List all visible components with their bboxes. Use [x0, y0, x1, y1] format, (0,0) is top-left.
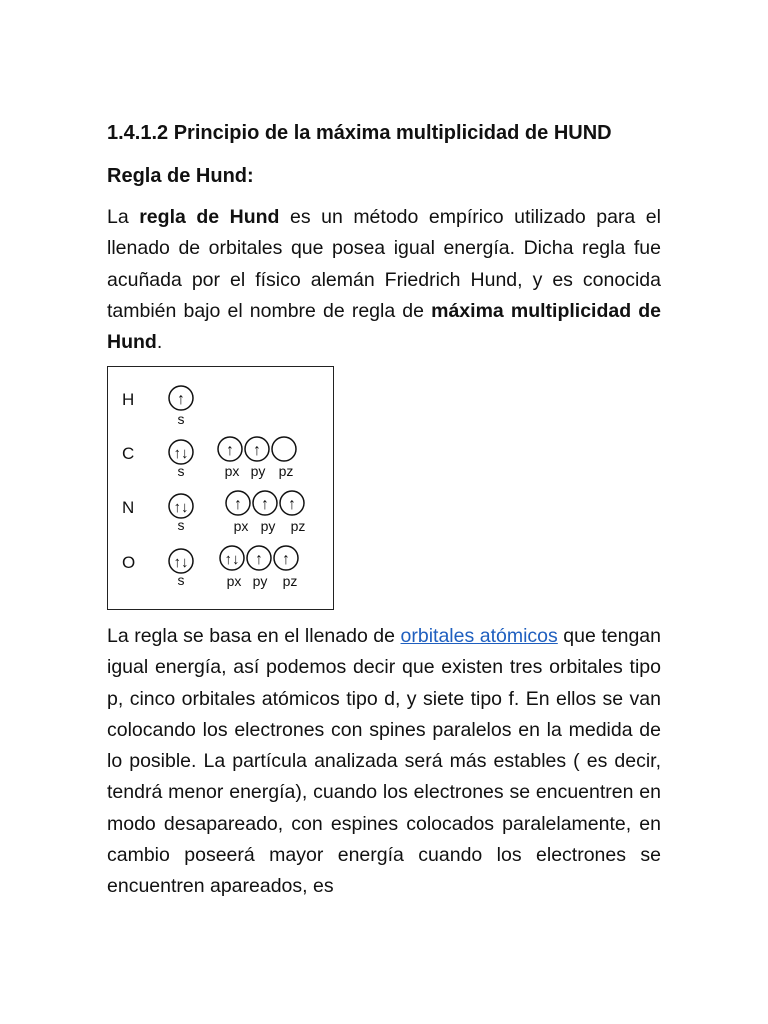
- paragraph-explanation: La regla se basa en el llenado de orbitales atómicos que tengan igual energía, así podemos decir que existen tres orbitales tipo p, cinco orbitales atómicos tipo d, y siete tipo f. En ellos se van colocando los electrones con spines paralelos en la medida de lo posible. La partícula analizada será más estables ( es decir, tendrá menor energía), cuando los electrones se encuentren en modo desapareado, con espines colocados paralelamente, en cambio poseerá mayor energía cuando los electrones se encuentren apareados, es: [107, 625, 661, 898]
- spin-py-o: ↑: [255, 551, 263, 568]
- label-py-c: py: [250, 463, 266, 479]
- bold-term-regla-de-hund: regla de Hund: [139, 206, 280, 228]
- subheading: Regla de Hund:: [107, 165, 254, 187]
- spin-s-n: ↑↓: [173, 499, 189, 516]
- label-pz-n: pz: [290, 518, 306, 534]
- element-label-h: H: [122, 390, 135, 409]
- section-heading: 1.4.1.2 Principio de la máxima multiplicidad de HUND: [107, 122, 612, 144]
- label-pz-c: pz: [278, 463, 294, 479]
- spin-s-c: ↑↓: [173, 445, 189, 462]
- spin-px-o: ↑↓: [224, 551, 240, 568]
- label-py-n: py: [260, 518, 276, 534]
- orbital-label-s-c: s: [177, 463, 185, 479]
- spin-pz-o: ↑: [282, 551, 290, 568]
- element-label-n: N: [122, 498, 135, 517]
- spin-s-o: ↑↓: [173, 554, 189, 571]
- spin-py-n: ↑: [261, 496, 269, 513]
- orbital-label-s-h: s: [177, 411, 185, 427]
- spin-py-c: ↑: [253, 442, 261, 459]
- bold-term-maxima-multiplicidad: máxima multiplicidad de Hund: [107, 299, 662, 354]
- element-label-c: C: [122, 444, 135, 463]
- orbital-label-s-n: s: [177, 517, 185, 533]
- spin-px-n: ↑: [234, 496, 242, 513]
- label-py-o: py: [252, 573, 268, 589]
- label-px-c: px: [224, 463, 240, 479]
- label-px-o: px: [226, 573, 242, 589]
- orbital-diagram: [107, 366, 334, 610]
- spin-px-c: ↑: [226, 442, 234, 459]
- label-pz-o: pz: [282, 573, 298, 589]
- paragraph-intro: La regla de Hund es un método empírico utilizado para el llenado de orbitales que posea igual energía. Dicha regla fue acuñada por el físico alemán Friedrich Hund, y es conocida también bajo el nombre de regla de máxima multiplicidad de Hund.: [107, 206, 662, 354]
- orbitales-atomicos-link[interactable]: orbitales atómicos: [400, 625, 558, 647]
- spin-pz-n: ↑: [288, 496, 296, 513]
- orbital-label-s-o: s: [177, 572, 185, 588]
- element-label-o: O: [122, 553, 136, 572]
- orbital-pz-c: [272, 437, 296, 461]
- spin-s-h: ↑: [177, 391, 185, 408]
- label-px-n: px: [233, 518, 249, 534]
